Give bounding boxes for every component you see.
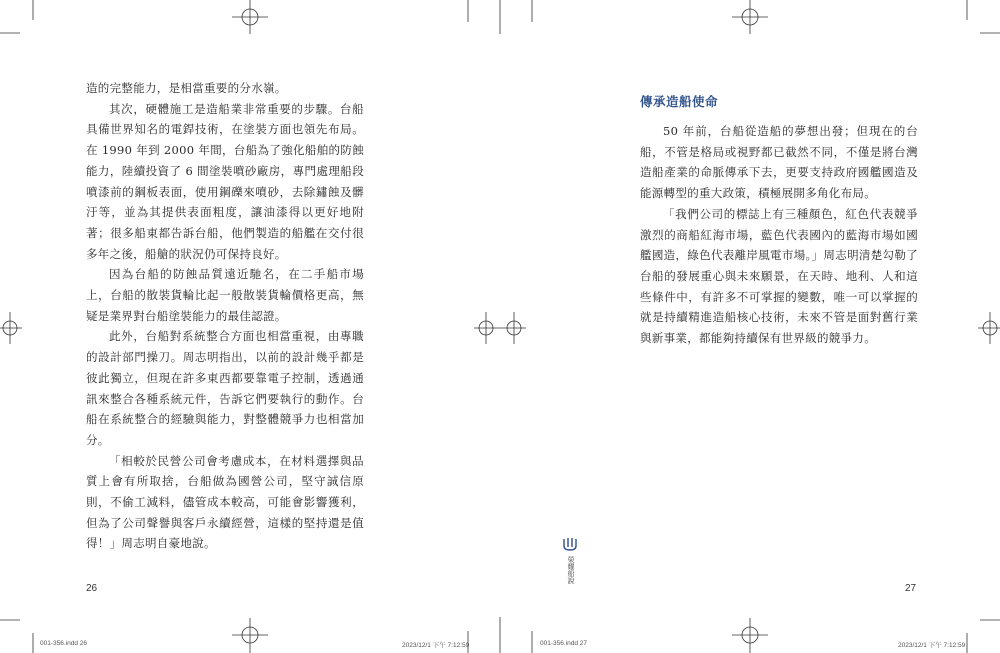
right-footer-file: 001-356.indd 27	[540, 640, 587, 647]
left-footer-time: 2023/12/1 下午 7:12:59	[402, 642, 470, 649]
left-text-column	[86, 78, 364, 554]
book-logo-icon	[562, 536, 578, 556]
crop-mark-icon	[960, 0, 1000, 40]
registration-mark-icon	[976, 308, 1000, 348]
registration-mark-icon	[0, 308, 24, 348]
left-page-number: 26	[86, 583, 98, 594]
registration-mark-icon	[228, 0, 272, 36]
left-paragraph-5: 「相較於民營公司會考慮成本，在材料選擇與品質上會有所取捨，台船做為國營公司，堅守誠信原則，不偷工減料，儘管成本較高，可能會影響獲利，但為了公司聲譽與客戶永續經營，這樣的堅持還是值得！」周志明自豪地說。	[86, 453, 364, 551]
left-paragraph-3: 因為台船的防蝕品質遠近馳名，在二手船市場上，台船的散裝貨輪比起一般散裝貨輪價格更高，無疑是業界對台船塗裝能力的最佳認證。	[86, 267, 364, 323]
registration-mark-icon	[728, 618, 772, 653]
registration-mark-icon	[474, 308, 526, 348]
crop-mark-icon	[960, 613, 1000, 653]
right-paragraph-2: 「我們公司的標誌上有三種顏色，紅色代表競爭激烈的商船紅海市場，藍色代表國內的藍海市場如國艦國造，綠色代表離岸風電市場。」周志明清楚勾勒了台船的發展重心與未來願景，在天時、地利、人和這些條件中，有許多不可掌握的變數，唯一可以掌握的就是持續精進造船核心技術，未來不管是面對舊行業與新事業，都能夠持續保有世界級的競爭力。	[640, 206, 918, 346]
vertical-running-title: 榮耀船說	[567, 556, 575, 584]
crop-mark-icon	[0, 0, 40, 40]
section-title: 傳承造船使命	[640, 94, 719, 109]
crop-mark-icon	[466, 617, 534, 653]
right-paragraph-1: 50 年前，台船從造船的夢想出發；但現在的台船，不管是格局或視野都已截然不同，不僅是將台灣造船產業的命脈傳承下去，更要支持政府國艦國造及能源轉型的重大政策，積極展開多角化布局。	[640, 124, 918, 201]
left-footer-file: 001-356.indd 26	[40, 640, 87, 647]
right-footer-time: 2023/12/1 下午 7:12:59	[898, 642, 966, 649]
right-page-number: 27	[905, 583, 917, 594]
left-paragraph-2: 其次，硬體施工是造船業非常重要的步驟。台船具備世界知名的電銲技術，在塗裝方面也領先布局。在 1990 年到 2000 年間，台船為了強化船舶的防蝕能力，陸續投資了 6 間塗裝噴砂廠房，專門處理船段噴漆前的鋼板表面，使用鋼礫來噴砂，去除鏽蝕及髒汙等，並為其提供表面粗度，讓油漆得以更好地附著；很多船東都告訴台船，他們製造的船艦在交付很多年之後，船艙的狀況仍可保持良好。	[86, 101, 364, 261]
registration-mark-icon	[228, 618, 272, 653]
crop-mark-icon	[466, 0, 534, 36]
left-paragraph-1: 造的完整能力，是相當重要的分水嶺。	[86, 81, 287, 95]
crop-mark-icon	[0, 613, 40, 653]
right-text-column	[640, 121, 918, 349]
left-paragraph-4: 此外，台船對系統整合方面也相當重視，由專職的設計部門操刀。周志明指出，以前的設計幾乎都是彼此獨立，但現在許多東西都要靠電子控制，透過通訊來整合各種系統元件，告訴它們要執行的動作。台船在系統整合的經驗與能力，對整體競爭力也相當加分。	[86, 329, 364, 447]
registration-mark-icon	[728, 0, 772, 36]
